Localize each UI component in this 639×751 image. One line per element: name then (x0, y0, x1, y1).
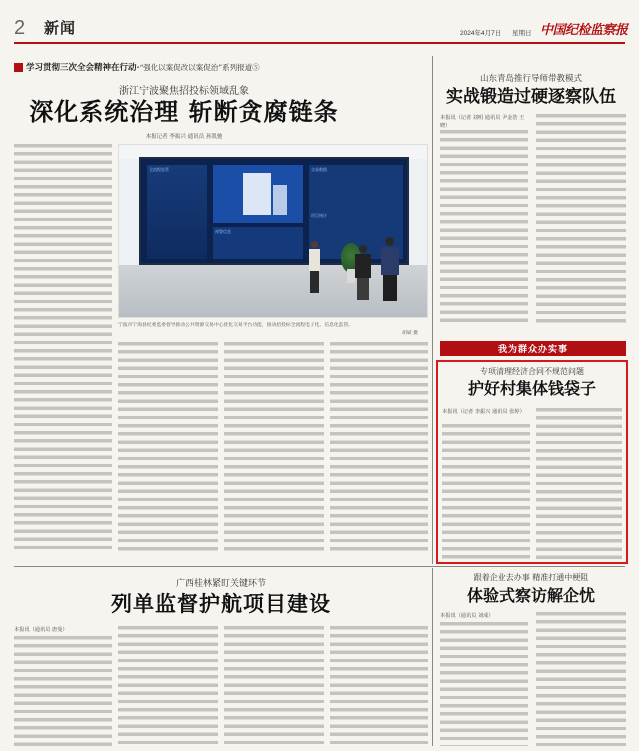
header-date: 2024年4月7日 (460, 30, 502, 37)
right-bottom-text-2 (536, 612, 626, 746)
right-bottom-byline: 本报讯（通讯员 刘成） (440, 613, 494, 619)
right-top-text-1 (440, 130, 528, 326)
photo-credit: 胡斌 摄 (402, 331, 418, 336)
header-rule (14, 42, 625, 44)
lower-column-divider (432, 568, 433, 746)
bottom-byline: 本报讯（通讯员 唐曼） (14, 627, 68, 633)
banner-square-icon (14, 63, 23, 72)
screen-panel-2: 交易数据 (311, 167, 327, 172)
highlight-text-2 (536, 408, 622, 560)
bottom-text-3 (224, 626, 324, 746)
highlight-kicker: 专项清理经济合同不规范问题 (480, 367, 584, 376)
lead-text-column-3 (224, 342, 324, 554)
highlight-headline: 护好村集体钱袋子 (467, 379, 596, 398)
bottom-text-2 (118, 626, 218, 746)
bottom-text-4 (330, 626, 428, 746)
header-weekday: 星期日 (512, 30, 532, 37)
lower-divider (14, 566, 625, 567)
photo-caption: 宁波市宁海县纪委监委督导推动公共资源交易中心优化交易平台功能，推动招投标全流程电子化、信息化监管。 (118, 323, 354, 328)
highlight-box (436, 360, 628, 564)
screen-panel-1: 全流程监管 (149, 167, 169, 172)
bottom-kicker: 广西桂林紧盯关键环节 (175, 579, 266, 589)
series-banner (14, 60, 354, 74)
column-banner-text: 我为群众办实事 (497, 345, 568, 355)
column-banner (440, 341, 626, 356)
banner-quote: “强化以案促改以案促治”系列报道⑤ (139, 62, 260, 72)
person-left (309, 241, 321, 295)
screen-panel-3: 预警信息 (215, 229, 231, 234)
person-right (381, 237, 399, 303)
right-top-headline: 实战锻造过硬逐察队伍 (446, 87, 616, 107)
right-top-byline: 本报讯（记者 刘明 通讯员 尹金浩 王晓） (440, 115, 525, 129)
column-divider (432, 56, 433, 564)
highlight-text-1 (442, 424, 530, 560)
person-middle (355, 245, 371, 303)
right-bottom-kicker: 跟着企业去办事 精准打通中梗阻 (473, 573, 589, 582)
right-top-kicker: 山东青岛推行导师带教模式 (479, 74, 582, 84)
lead-text-column-4 (330, 342, 428, 554)
screen-panel-4: 项目统计 (311, 213, 327, 218)
highlight-byline: 本报讯（记者 李振兴 通讯员 张婷） (442, 409, 525, 415)
page-number: 2 (14, 17, 26, 39)
banner-title: 学习贯彻三次全会精神在行动· (26, 63, 140, 73)
section-title: 新闻 (44, 19, 77, 37)
lead-kicker: 浙江宁波聚焦招投标领域乱象 (119, 86, 249, 97)
right-bottom-headline: 体验式察访解企忧 (466, 586, 595, 605)
right-bottom-text-1 (440, 622, 528, 746)
masthead-logo: 中国纪检监察报 (540, 23, 628, 38)
lead-headline: 深化系统治理 斩断贪腐链条 (29, 97, 339, 126)
lead-byline: 本报记者 李振兴 通讯员 孙凯驰 (145, 134, 223, 140)
lead-text-column (14, 144, 112, 554)
bottom-text-1 (14, 636, 112, 746)
bottom-headline: 列单监督护航项目建设 (111, 591, 331, 616)
lead-photo (118, 144, 428, 318)
lead-text-column-2 (118, 342, 218, 554)
right-top-text-2 (536, 114, 626, 326)
